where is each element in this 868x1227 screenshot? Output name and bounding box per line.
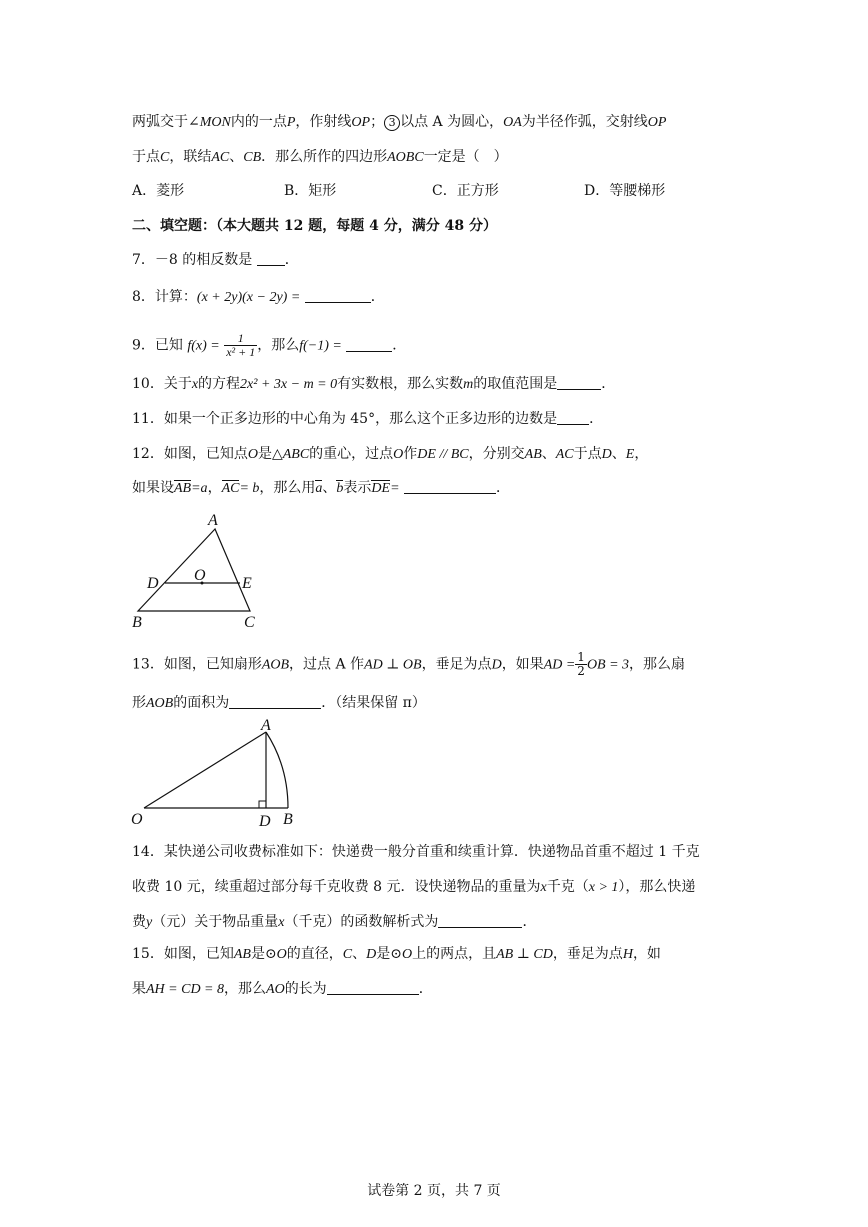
answer-blank[interactable] — [327, 980, 419, 995]
label-b: B — [132, 614, 142, 631]
q6-line1: 两弧交于∠MON内的一点P，作射线OP； 3 以点 A 为圆心，OA为半径作弧，交射线OP — [132, 114, 667, 130]
answer-blank[interactable] — [346, 337, 392, 352]
question-13-line1: 13．如图，已知扇形AOB，过点 A 作AD ⊥ OB，垂足为点D，如果AD = $\frac{1}{2}$ OB = 3，那么扇 — [132, 650, 686, 678]
option-b[interactable]: B．矩形 — [284, 183, 337, 199]
question-10: 10．关于x的方程2x² + 3x − m = 0有实数根，那么实数m的取值范围是 ． — [132, 376, 616, 392]
answer-blank[interactable] — [438, 913, 522, 928]
q6-options — [132, 181, 665, 201]
question-13-line2: 形AOB的面积为 ．（结果保留 π） — [132, 695, 426, 711]
answer-blank[interactable] — [229, 694, 321, 709]
label-e: E — [242, 575, 252, 592]
label-c: C — [244, 614, 255, 631]
question-14-line3: 费y（元）关于物品重量x（千克）的函数解析式为 ． — [132, 914, 537, 930]
fraction: $\frac{1}{\text{x² + 1}}$ — [226, 331, 256, 359]
question-8: 8．计算：(x + 2y)(x − 2y) = ． — [132, 289, 385, 305]
question-12-line1: 12．如图，已知点O是△ABC的重心，过点O作DE // BC，分别交AB、AC于点D、E， — [132, 446, 649, 462]
label-a: A — [261, 718, 271, 734]
arc-ab — [266, 732, 288, 808]
answer-blank[interactable] — [404, 479, 496, 494]
question-11: 11．如果一个正多边形的中心角为 45°，那么这个正多边形的边数是 ． — [132, 411, 604, 427]
question-14-line2: 收费 10 元，续重超过部分每千克收费 8 元．设快递物品的重量为x千克（x > 1），那么快递 — [132, 879, 696, 895]
label-a: A — [208, 512, 218, 529]
figure-triangle-abc — [120, 505, 280, 635]
answer-blank[interactable] — [257, 251, 285, 266]
q6-line2: 于点C，联结AC、CB．那么所作的四边形AOBC一定是（ ） — [132, 149, 508, 165]
question-9: 9．已知 f(x) = $\frac{1}{\text{x² + 1}}$ ，那么f(−1) = ． — [132, 331, 407, 359]
section-heading: 二、填空题：（本大题共 12 题，每题 4 分，满分 48 分） — [132, 218, 497, 234]
option-d[interactable]: D．等腰梯形 — [584, 183, 666, 199]
label-d: D — [259, 813, 271, 830]
answer-blank[interactable] — [557, 410, 589, 425]
segment-oa — [144, 732, 266, 808]
right-angle-mark — [259, 801, 266, 808]
option-c[interactable]: C．正方形 — [432, 183, 499, 199]
answer-blank[interactable] — [557, 375, 601, 390]
option-a[interactable]: A．菱形 — [132, 183, 185, 199]
question-7: 7．－8 的相反数是 ． — [132, 252, 299, 268]
label-b: B — [283, 811, 293, 828]
question-12-line2: 如果设AB=a，AC= b，那么用a、b表示DE= ． — [132, 480, 510, 496]
fraction: $\frac{1}{2}$ — [577, 650, 585, 678]
question-15-line1: 15．如图，已知AB是⊙O的直径，C、D是⊙O上的两点，且AB ⊥ CD，垂足为点H，如 — [132, 946, 661, 962]
label-o: O — [131, 811, 143, 828]
answer-blank[interactable] — [305, 288, 371, 303]
figure-sector-aob — [126, 718, 306, 830]
page-footer: 试卷第 2 页，共 7 页 — [367, 1183, 501, 1199]
label-d: D — [147, 575, 159, 592]
question-15-line2: 果AH = CD = 8，那么AO的长为 ． — [132, 981, 433, 997]
label-o: O — [194, 567, 206, 584]
step-number-badge: 3 — [384, 115, 400, 131]
question-14-line1: 14．某快递公司收费标准如下：快递费一般分首重和续重计算．快递物品首重不超过 1 千克 — [132, 844, 700, 860]
